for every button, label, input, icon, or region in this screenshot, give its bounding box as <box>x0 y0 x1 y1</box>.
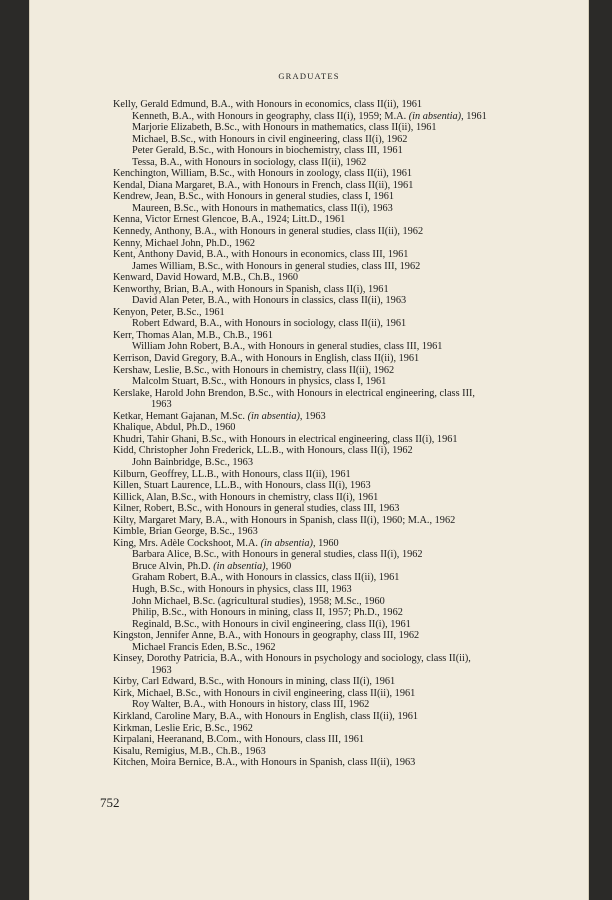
list-item-continuation <box>113 399 568 411</box>
entry-text: Kingston, Jennifer Anne, B.A., with Honours in geography, class III, 1962 <box>113 630 420 642</box>
list-item <box>113 122 568 134</box>
entry-text: Michael, B.Sc., with Honours in civil engineering, class II(i), 1962 <box>132 133 408 145</box>
entry-text: Kershaw, Leslie, B.Sc., with Honours in chemistry, class II(ii), 1962 <box>113 364 395 376</box>
entry-text: Kirby, Carl Edward, B.Sc., with Honours in mining, class II(i), 1961 <box>113 676 396 688</box>
entry-text: Kerslake, Harold John Brendon, B.Sc., with Honours in electrical engineering, class III, <box>113 387 476 399</box>
entry-text-tail: , 1960 <box>265 560 292 572</box>
list-item <box>113 584 568 596</box>
list-item <box>113 341 568 353</box>
list-item <box>113 376 568 388</box>
book-page <box>29 0 589 900</box>
entry-text: Kinsey, Dorothy Patricia, B.A., with Honours in psychology and sociology, class II(ii), <box>113 653 471 665</box>
list-item <box>113 688 568 700</box>
entry-text: Marjorie Elizabeth, B.Sc., with Honours in mathematics, class II(ii), 1961 <box>132 122 437 134</box>
entry-text: Kirpalani, Heeranand, B.Com., with Honours, class III, 1961 <box>113 734 365 746</box>
entry-text: Kennedy, Anthony, B.A., with Honours in general studies, class II(ii), 1962 <box>113 226 424 238</box>
list-item <box>113 711 568 723</box>
entry-text: Kendal, Diana Margaret, B.A., with Honours in French, class II(ii), 1961 <box>113 179 414 191</box>
list-item <box>113 619 568 631</box>
list-item <box>113 261 568 273</box>
entry-text: Kisalu, Remigius, M.B., Ch.B., 1963 <box>113 745 266 757</box>
list-item <box>113 238 568 250</box>
entry-text: Kerrison, David Gregory, B.A., with Honours in English, class II(ii), 1961 <box>113 353 420 365</box>
list-item <box>113 653 568 665</box>
list-item <box>113 365 568 377</box>
entry-text: Kenchington, William, B.Sc., with Honours in zoology, class II(ii), 1961 <box>113 168 413 180</box>
entry-text: Kenna, Victor Ernest Glencoe, B.A., 1924; Litt.D., 1961 <box>113 214 346 226</box>
list-item <box>113 526 568 538</box>
entry-text: Kenneth, B.A., with Honours in geography, class II(i), 1959; M.A. <box>132 110 409 122</box>
entry-text: Khudri, Tahir Ghani, B.Sc., with Honours in electrical engineering, class II(i), 1961 <box>113 433 458 445</box>
entry-text: Kitchen, Moira Bernice, B.A., with Honours in Spanish, class II(ii), 1963 <box>113 757 416 769</box>
list-item <box>113 676 568 688</box>
list-item <box>113 249 568 261</box>
entry-text: Kerr, Thomas Alan, M.B., Ch.B., 1961 <box>113 329 273 341</box>
list-item <box>113 203 568 215</box>
list-item <box>113 549 568 561</box>
list-item <box>113 642 568 654</box>
list-item <box>113 561 568 573</box>
entry-italic-note: (in absentia) <box>260 537 313 549</box>
entry-text: King, Mrs. Adèle Cockshoot, M.A. <box>113 537 261 549</box>
entry-text: Kendrew, Jean, B.Sc., with Honours in general studies, class I, 1961 <box>113 191 395 203</box>
list-item <box>113 330 568 342</box>
list-item <box>113 723 568 735</box>
graduate-list <box>113 99 568 769</box>
entry-text: Malcolm Stuart, B.Sc., with Honours in physics, class I, 1961 <box>132 376 387 388</box>
entry-text: Kelly, Gerald Edmund, B.A., with Honours in economics, class II(ii), 1961 <box>113 99 423 110</box>
entry-text: Kilty, Margaret Mary, B.A., with Honours in Spanish, class II(i), 1960; M.A., 1962 <box>113 514 456 526</box>
entry-text: John Bainbridge, B.Sc., 1963 <box>132 456 253 468</box>
entry-text: Kilner, Robert, B.Sc., with Honours in general studies, class III, 1963 <box>113 503 400 515</box>
list-item <box>113 388 568 400</box>
entry-text-tail: , 1961 <box>461 110 487 122</box>
entry-text: Bruce Alvin, Ph.D. <box>132 560 214 572</box>
entry-text: Kimble, Brian George, B.Sc., 1963 <box>113 526 258 538</box>
entry-text: Kirkland, Caroline Mary, B.A., with Honours in English, class II(ii), 1961 <box>113 710 419 722</box>
entry-text: 1963 <box>151 399 172 411</box>
list-item <box>113 734 568 746</box>
entry-text: Kidd, Christopher John Frederick, LL.B., with Honours, class II(i), 1962 <box>113 445 413 457</box>
list-item <box>113 492 568 504</box>
list-item <box>113 284 568 296</box>
entry-text: Philip, B.Sc., with Honours in mining, class II, 1957; Ph.D., 1962 <box>132 607 403 619</box>
running-heading: GRADUATES <box>278 71 340 81</box>
list-item <box>113 272 568 284</box>
entry-text: Reginald, B.Sc., with Honours in civil engineering, class II(i), 1961 <box>132 618 411 630</box>
list-item <box>113 157 568 169</box>
entry-text: Ketkar, Hemant Gajanan, M.Sc. <box>113 410 248 422</box>
entry-italic-note: (in absentia) <box>247 410 300 422</box>
list-item <box>113 191 568 203</box>
entry-text: Graham Robert, B.A., with Honours in classics, class II(ii), 1961 <box>132 572 400 584</box>
entry-text: Kirkman, Leslie Eric, B.Sc., 1962 <box>113 722 253 734</box>
list-item <box>113 180 568 192</box>
list-item <box>113 353 568 365</box>
list-item <box>113 445 568 457</box>
list-item <box>113 457 568 469</box>
entry-text-tail: , 1960 <box>312 537 339 549</box>
entry-text: 1963 <box>151 664 172 676</box>
list-item <box>113 515 568 527</box>
list-item <box>113 469 568 481</box>
entry-text: Kirk, Michael, B.Sc., with Honours in civil engineering, class II(ii), 1961 <box>113 687 416 699</box>
entry-italic-note: (in absentia) <box>408 110 462 122</box>
entry-text: Kenward, David Howard, M.B., Ch.B., 1960 <box>113 272 299 284</box>
entry-italic-note: (in absentia) <box>213 560 266 572</box>
entry-text: John Michael, B.Sc. (agricultural studies), 1958; M.Sc., 1960 <box>132 595 385 607</box>
entry-text: James William, B.Sc., with Honours in general studies, class III, 1962 <box>132 260 421 272</box>
list-item <box>113 607 568 619</box>
list-item <box>113 630 568 642</box>
list-item <box>113 168 568 180</box>
list-item <box>113 411 568 423</box>
entry-text: Robert Edward, B.A., with Honours in sociology, class II(ii), 1961 <box>132 318 407 330</box>
entry-text: Killick, Alan, B.Sc., with Honours in chemistry, class II(i), 1961 <box>113 491 379 503</box>
entry-text: Barbara Alice, B.Sc., with Honours in general studies, class II(i), 1962 <box>132 549 423 561</box>
list-item <box>113 214 568 226</box>
list-item <box>113 145 568 157</box>
entry-text: Killen, Stuart Laurence, LL.B., with Honours, class II(i), 1963 <box>113 480 371 492</box>
entry-text: Khalique, Abdul, Ph.D., 1960 <box>113 422 236 434</box>
list-item <box>113 134 568 146</box>
list-item <box>113 746 568 758</box>
list-item <box>113 99 568 111</box>
list-item <box>113 226 568 238</box>
list-item <box>113 699 568 711</box>
list-item <box>113 757 568 769</box>
entry-text: Tessa, B.A., with Honours in sociology, class II(ii), 1962 <box>132 156 367 168</box>
list-item <box>113 434 568 446</box>
list-item <box>113 295 568 307</box>
entry-text: David Alan Peter, B.A., with Honours in classics, class II(ii), 1963 <box>132 295 407 307</box>
entry-text: Kent, Anthony David, B.A., with Honours in economics, class III, 1961 <box>113 249 409 261</box>
list-item <box>113 572 568 584</box>
list-item <box>113 318 568 330</box>
list-item <box>113 503 568 515</box>
list-item <box>113 422 568 434</box>
entry-text: Maureen, B.Sc., with Honours in mathematics, class II(i), 1963 <box>132 202 393 214</box>
entry-text: Michael Francis Eden, B.Sc., 1962 <box>132 641 276 653</box>
entry-text: Hugh, B.Sc., with Honours in physics, class III, 1963 <box>132 583 352 595</box>
entry-text: Kenyon, Peter, B.Sc., 1961 <box>113 306 225 318</box>
entry-text: William John Robert, B.A., with Honours in general studies, class III, 1961 <box>132 341 443 353</box>
entry-text-tail: , 1963 <box>299 410 326 422</box>
entry-text: Kenny, Michael John, Ph.D., 1962 <box>113 237 256 249</box>
list-item <box>113 307 568 319</box>
list-item <box>113 596 568 608</box>
list-item <box>113 111 568 123</box>
page-number: 752 <box>100 795 120 810</box>
entry-text: Roy Walter, B.A., with Honours in history, class III, 1962 <box>132 699 370 711</box>
entry-text: Kilburn, Geoffrey, LL.B., with Honours, class II(ii), 1961 <box>113 468 351 480</box>
list-item-continuation <box>113 665 568 677</box>
list-item <box>113 480 568 492</box>
entry-text: Kenworthy, Brian, B.A., with Honours in Spanish, class II(i), 1961 <box>113 283 389 295</box>
entry-text: Peter Gerald, B.Sc., with Honours in biochemistry, class III, 1961 <box>132 145 403 157</box>
list-item <box>113 538 568 550</box>
